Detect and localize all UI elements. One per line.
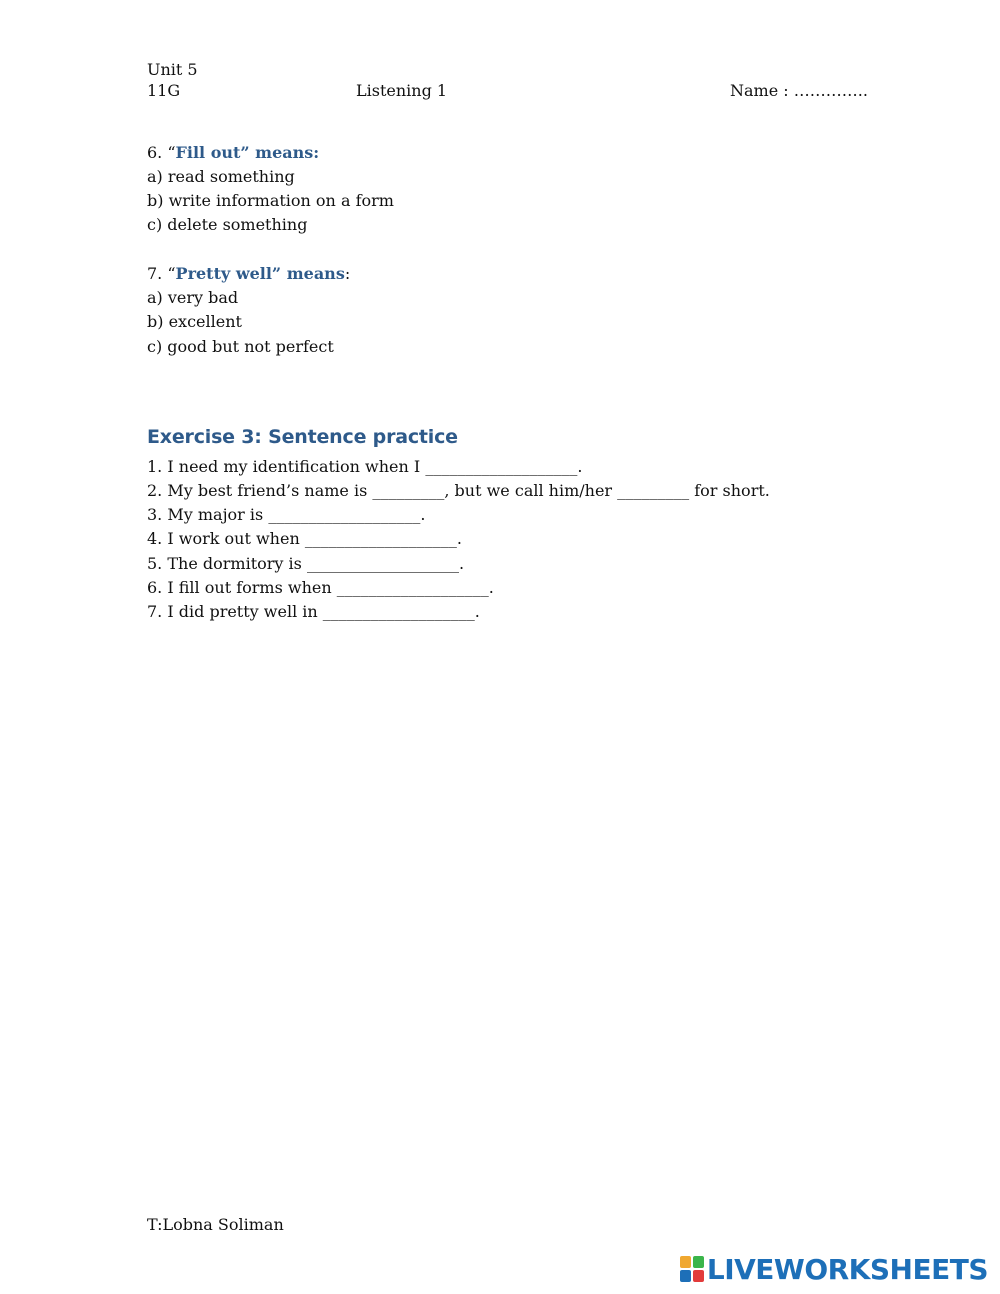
question-number: 7. “ (147, 264, 176, 283)
logo-square (680, 1270, 691, 1282)
option-item: b) write information on a form (147, 191, 394, 210)
sentence-item: 3. My major is ___________________. (147, 505, 426, 524)
sentence-item: 2. My best friend’s name is _________, but we call him/her _________ for short. (147, 481, 770, 500)
liveworksheets-logo (680, 1252, 988, 1286)
option-item: c) delete something (147, 215, 308, 234)
sentence-item: 6. I fill out forms when ___________________. (147, 578, 494, 597)
worksheet-title: Listening 1 (356, 81, 448, 100)
sentence-item: 7. I did pretty well in ___________________. (147, 602, 480, 621)
question-7 (147, 264, 350, 284)
question-6 (147, 143, 319, 163)
question-term: Pretty well” means (175, 264, 345, 283)
option-item: c) good but not perfect (147, 337, 334, 356)
teacher-name: T:Lobna Soliman (147, 1215, 284, 1234)
option-item: a) very bad (147, 288, 239, 307)
question-number: 6. “ (147, 143, 176, 162)
name-field-label: Name : ………….. (730, 81, 868, 100)
logo-square (693, 1256, 704, 1268)
question-suffix: : (344, 264, 351, 283)
sentence-item: 1. I need my identification when I ___________________. (147, 457, 583, 476)
logo-text: LIVEWORKSHEETS (706, 1252, 988, 1286)
liveworksheets-logo-icon (680, 1256, 704, 1282)
logo-square (693, 1270, 704, 1282)
class-label: 11G (147, 81, 181, 100)
question-term: Fill out” means: (175, 143, 320, 162)
sentence-item: 4. I work out when ___________________. (147, 529, 462, 548)
option-item: b) excellent (147, 312, 242, 331)
option-item: a) read something (147, 167, 295, 186)
sentence-item: 5. The dormitory is ___________________. (147, 554, 465, 573)
unit-label: Unit 5 (147, 60, 198, 79)
exercise-3-title: Exercise 3: Sentence practice (147, 426, 458, 448)
logo-square (680, 1256, 691, 1268)
